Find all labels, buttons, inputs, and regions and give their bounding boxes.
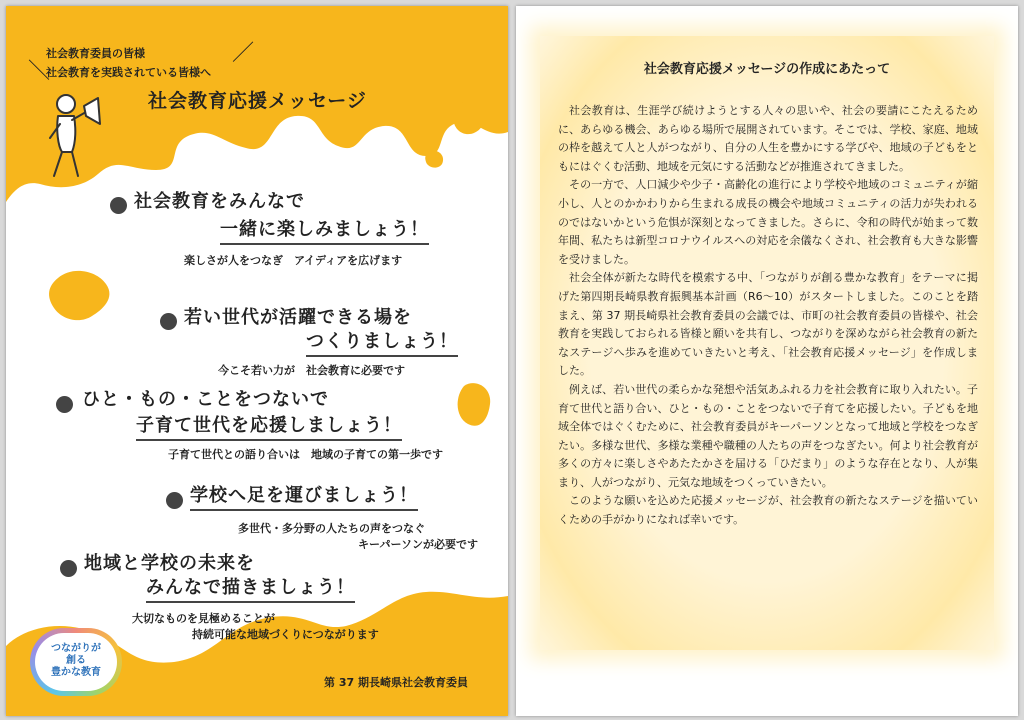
item-3-subtext: 子育て世代との語り合いは 地域の子育ての第一歩です <box>168 448 443 461</box>
right-page <box>516 6 1018 716</box>
theme-logo <box>30 628 122 696</box>
bullet-dot <box>166 492 183 509</box>
bullet-dot <box>160 313 177 330</box>
item-5-heading-line-2: みんなで描きましょう！ <box>146 576 355 603</box>
paragraph-1: 社会教育は、生涯学び続けようとする人々の思いや、社会の要請にこたえるために、あらゆる機会、あらゆる場所で展開されています。そこでは、学校、家庭、地域の枠を越えて人と人がつながり、自分の人生を豊かにする学びや、地域の子どもをともにはぐくむ活動、地域を元気にする活動などが推進されてきました。 <box>558 104 978 173</box>
right-page-title: 社会教育応援メッセージの作成にあたって <box>643 62 891 77</box>
bullet-dot <box>110 197 127 214</box>
item-5-subtext-line-1: 大切なものを見極めることが <box>132 612 275 625</box>
item-4-subtext-line-1: 多世代・多分野の人たちの声をつなぐ <box>238 522 425 535</box>
item-4-heading: 学校へ足を運びましょう！ <box>190 484 418 511</box>
item-5-heading-line-1: 地域と学校の未来を <box>84 553 255 574</box>
paragraph-5: このような願いを込めた応援メッセージが、社会教育の新たなステージを描いていくための手がかりになれば幸いです。 <box>558 494 978 527</box>
item-3-heading-line-1: ひと・もの・ことをつないで <box>82 389 329 410</box>
item-2-subtext: 今こそ若い力が 社会教育に必要です <box>218 364 405 377</box>
item-1-heading-line-2: 一緒に楽しみましょう！ <box>220 218 429 245</box>
item-5-subtext-line-2: 持続可能な地域づくりにつながります <box>192 628 379 641</box>
item-1-heading-line-1: 社会教育をみんなで <box>134 191 305 212</box>
theme-logo-text: つながりが 創る 豊かな教育 <box>51 643 101 678</box>
addressee-block <box>46 44 211 82</box>
page-title: 社会教育応援メッセージ <box>148 90 367 112</box>
message-body <box>558 102 978 530</box>
item-4-subtext-line-2: キーパーソンが必要です <box>358 538 479 551</box>
paragraph-4: 例えば、若い世代の柔らかな発想や活気あふれる力を社会教育に取り入れたい。子育て世代と語り合い、ひと・もの・ことをつないで子育てを応援したい。子どもを地域全体ではぐくむために、社会教育委員がキーパーソンとなって地域と学校をつなぎたい。多様な世代、多様な業種や職種の人たちの声をつなぎたい。何より社会教育が多くの方々に楽しさやあたたかさを届ける「ひだまり」のような存在となり、人が集まり、人がつながり、元気な地域をつくっていきたい。 <box>558 382 978 489</box>
slash-left-decoration: ＼ <box>28 59 51 84</box>
addressee-line-2: 社会教育を実践されている皆様へ <box>46 66 211 79</box>
item-2-heading-line-1: 若い世代が活躍できる場を <box>184 307 412 328</box>
addressee-line-1: 社会教育委員の皆様 <box>46 47 145 60</box>
paragraph-3: 社会全体が新たな時代を模索する中、「つながりが創る豊かな教育」をテーマに掲げた第四期長崎県教育振興基本計画（R6〜10）がスタートしました。このことを踏まえ、第 37 期長崎県社会教育委員の会議では、市町の社会教育委員の皆様や、社会教育を実践しておられる皆様と願いを共有し、つながりを深めながら社会教育の新たなステージへ歩みを進めていきたいと考え、「社会教育応援メッセージ」を作成しました。 <box>558 271 978 378</box>
bullet-dot <box>56 396 73 413</box>
paragraph-2: その一方で、人口減少や少子・高齢化の進行により学校や地域のコミュニティが縮小し、人とのかかわりから生まれる成長の機会や地域コミュニティの活力が失われるのではないかという危惧が深刻となってきました。さらに、令和の時代が始まって数年間、私たちは新型コロナウイルスへの対応を余儀なくされ、社会教育も大きな影響を受けました。 <box>558 178 978 266</box>
item-1-subtext: 楽しさが人をつなぎ アイディアを広げます <box>184 254 403 267</box>
item-2-heading-line-2: つくりましょう！ <box>306 330 458 357</box>
item-3-heading-line-2: 子育て世代を応援しましょう！ <box>136 414 402 441</box>
organization-footer: 第 37 期長崎県社会教育委員 <box>324 676 468 689</box>
slash-right-decoration: ／ <box>232 41 255 66</box>
megaphone-figure-icon <box>46 90 106 186</box>
bullet-dot <box>60 560 77 577</box>
left-page <box>6 6 508 716</box>
